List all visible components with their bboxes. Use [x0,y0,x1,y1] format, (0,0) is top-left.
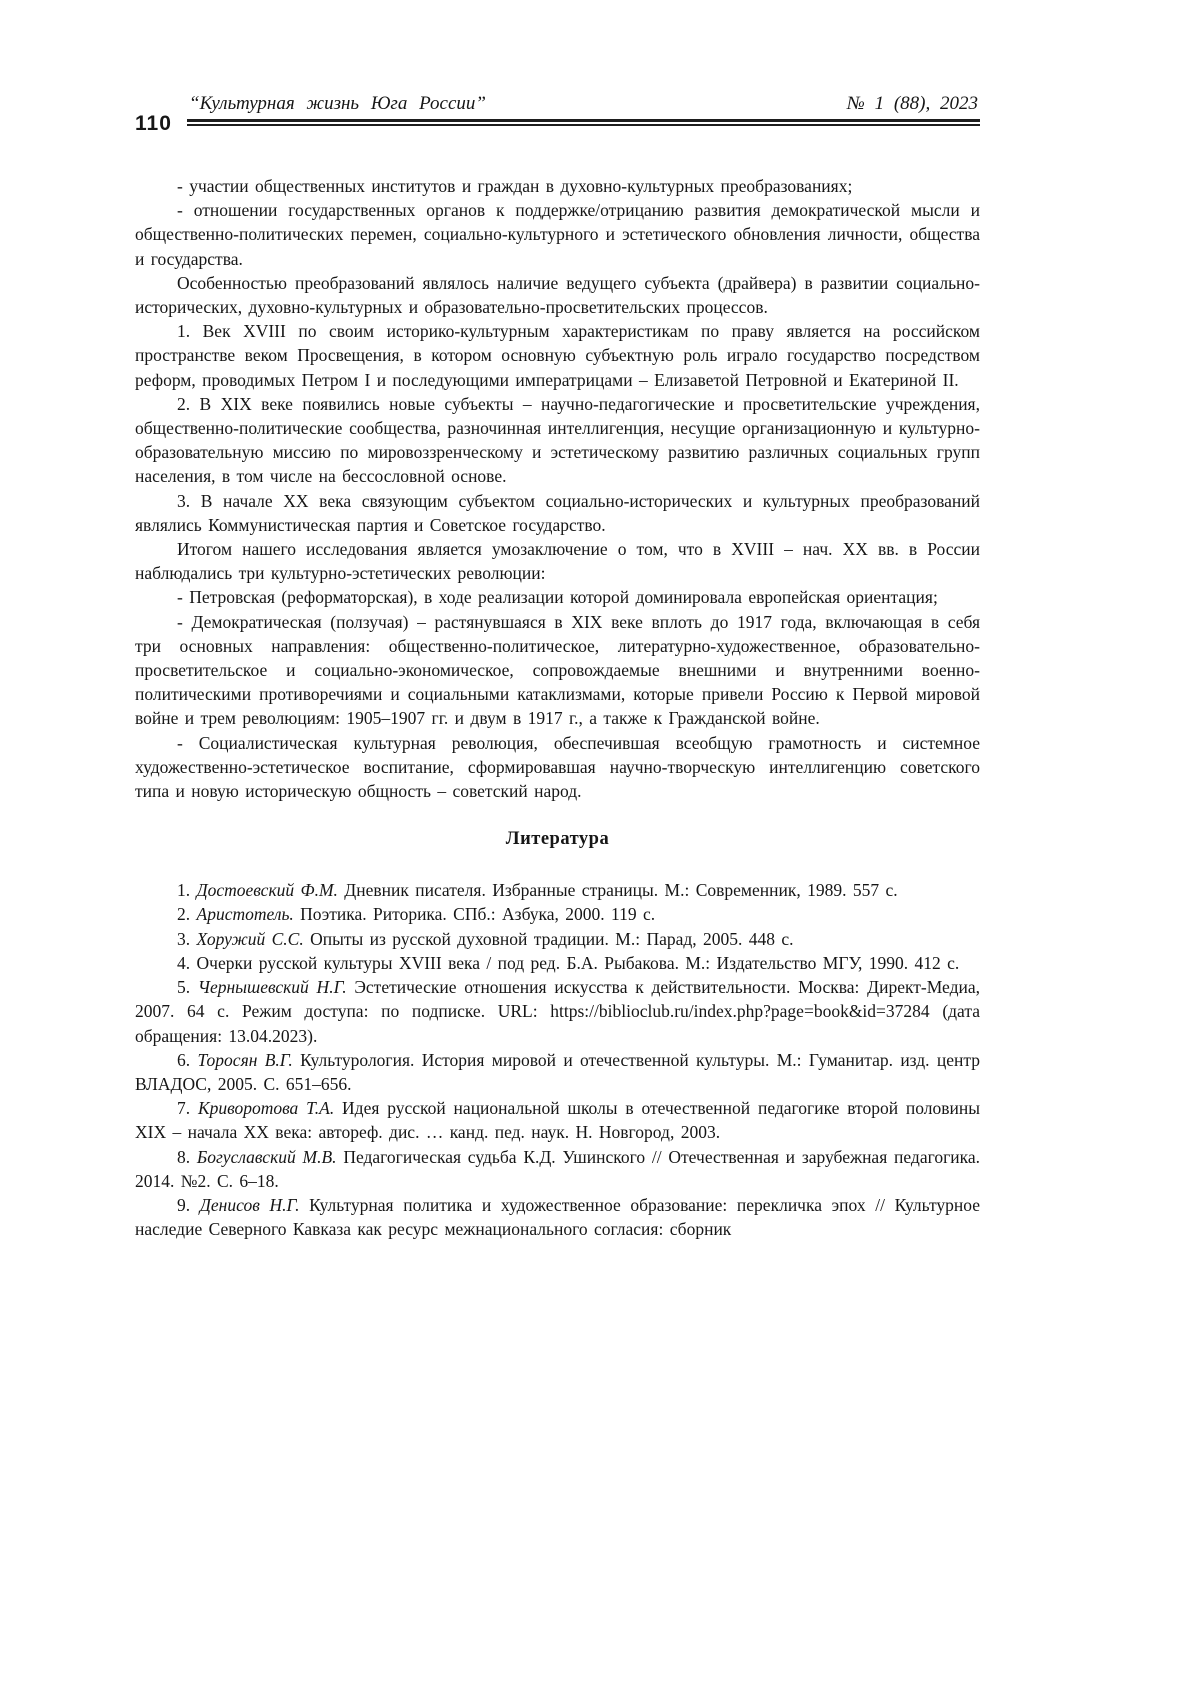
paragraph: 2. В XIX веке появились новые субъекты – научно-педагогические и просветительские учреждения, общественно-политические сообщества, разночинная интеллигенция, несущие организационную и культурно-образовательную миссию по мировоззренческому и эстетическому развитию различных социальных групп населения, в том числе на бессословной основе. [135,393,980,487]
section-heading-literatura: Литература [505,829,610,850]
reference-text: Эстетические отношения искусства к действительности. Москва: Директ-Медиа, 2007. 64 с. Режим доступа: по подписке. URL: https://biblioclub.ru/index.php?page=book&id=37284 (дата обращения: 13.04.2023). [135,977,981,1046]
references-list [135,878,980,1241]
header-rule [187,119,980,126]
reference-number: 2. [177,904,191,925]
reference-author: Хоружий С.С. [196,928,304,949]
reference-author: Чернышевский Н.Г. [197,977,347,998]
reference-number: 3. [177,928,191,949]
paragraph: - отношении государственных органов к поддержке/отрицанию развития демократической мысли и общественно-политических перемен, социально-культурного и эстетического обновления личности, общества и государства. [135,200,980,269]
article-body [135,174,980,1241]
paragraph: - Петровская (реформаторская), в ходе реализации которой доминировала европейская ориентация; [177,587,938,608]
reference-author: Торосян В.Г. [197,1049,293,1070]
paragraph: 1. Век XVIII по своим историко-культурным характеристикам по праву является на российском пространстве веком Просвещения, в котором основную субъектную роль играло государство посредством реформ, проводимых Петром I и последующими императрицами – Елизаветой Петровной и Екатериной II. [135,321,980,390]
reference-item [135,975,980,1048]
reference-text: Культурология. История мировой и отечественной культуры. М.: Гуманитар. изд. центр ВЛАДОС, 2005. С. 651–656. [135,1049,980,1094]
reference-author: Богуславский М.В. [196,1146,337,1167]
reference-item [135,1096,980,1144]
journal-title: “Культурная жизнь Юга России” [189,93,486,114]
reference-item [135,1048,980,1096]
page-content [135,92,980,1241]
running-head-row [187,92,980,116]
page-number: 110 [135,112,172,135]
reference-item [135,1193,980,1241]
reference-text: Идея русской национальной школы в отечественной педагогике второй половины XIX – начала XX века: автореф. дис. … канд. пед. наук. Н. Новгород, 2003. [135,1098,981,1143]
reference-text: Культурная политика и художественное образование: перекличка эпох // Культурное наследие Северного Кавказа как ресурс межнационального согласия: сборник [135,1194,980,1240]
reference-item [135,1145,980,1193]
reference-text: Опыты из русской духовной традиции. М.: Парад, 2005. 448 с. [310,928,794,949]
reference-item [135,878,980,902]
reference-number: 1. [177,880,191,901]
reference-number: 8. [177,1146,191,1167]
reference-text: Очерки русской культуры XVIII века / под ред. Б.А. Рыбакова. М.: Издательство МГУ, 1990. 412 с. [196,952,960,973]
reference-number: 4. [177,952,191,973]
paragraph: 3. В начале XX века связующим субъектом социально-исторических и культурных преобразований являлись Коммунистическая партия и Советское государство. [135,490,980,535]
reference-number: 5. [177,977,191,998]
reference-number: 6. [177,1049,191,1070]
running-head [135,92,980,135]
reference-item [135,902,980,926]
reference-author: Достоевский Ф.М. [196,880,338,901]
reference-author: Денисов Н.Г. [199,1194,300,1215]
paragraph: - Социалистическая культурная революция, обеспечившая всеобщую грамотность и системное художественно-эстетическое воспитание, сформировавшая научно-творческую интеллигенцию советского типа и новую историческую общность – советский народ. [135,732,980,802]
reference-number: 9. [177,1194,191,1215]
paragraph: Итогом нашего исследования является умозаключение о том, что в XVIII – нач. XX вв. в России наблюдались три культурно-эстетических революции: [135,539,980,584]
reference-text: Дневник писателя. Избранные страницы. М.: Современник, 1989. 557 с. [344,880,898,901]
reference-item [135,951,980,975]
reference-author: Аристотель. [196,904,294,925]
reference-text: Поэтика. Риторика. СПб.: Азбука, 2000. 119 с. [300,904,656,925]
reference-text: Педагогическая судьба К.Д. Ушинского // Отечественная и зарубежная педагогика. 2014. №2. С. 6–18. [135,1146,981,1191]
paragraph: Особенностью преобразований являлось наличие ведущего субъекта (драйвера) в развитии социально-исторических, духовно-культурных и образовательно-просветительских процессов. [135,272,980,318]
running-head-main [187,92,980,126]
reference-item [135,927,980,951]
issue-label: № 1 (88), 2023 [846,93,978,114]
reference-number: 7. [177,1098,191,1119]
paragraph: - участии общественных институтов и граждан в духовно-культурных преобразованиях; [177,176,853,196]
paragraph: - Демократическая (ползучая) – растянувшаяся в XIX веке вплоть до 1917 года, включающая в себя три основных направления: общественно-политическое, литературно-художественное, образовательно-просветительское и социально-экономическое, сопровождаемые внешними и внутренними военно-политическими противоречиями и социальными катаклизмами, которые привели Россию к Первой мировой войне и трем революциям: 1905–1907 гг. и двум в 1917 г., а также к Гражданской войне. [135,611,980,729]
reference-author: Криворотова Т.А. [197,1098,335,1119]
